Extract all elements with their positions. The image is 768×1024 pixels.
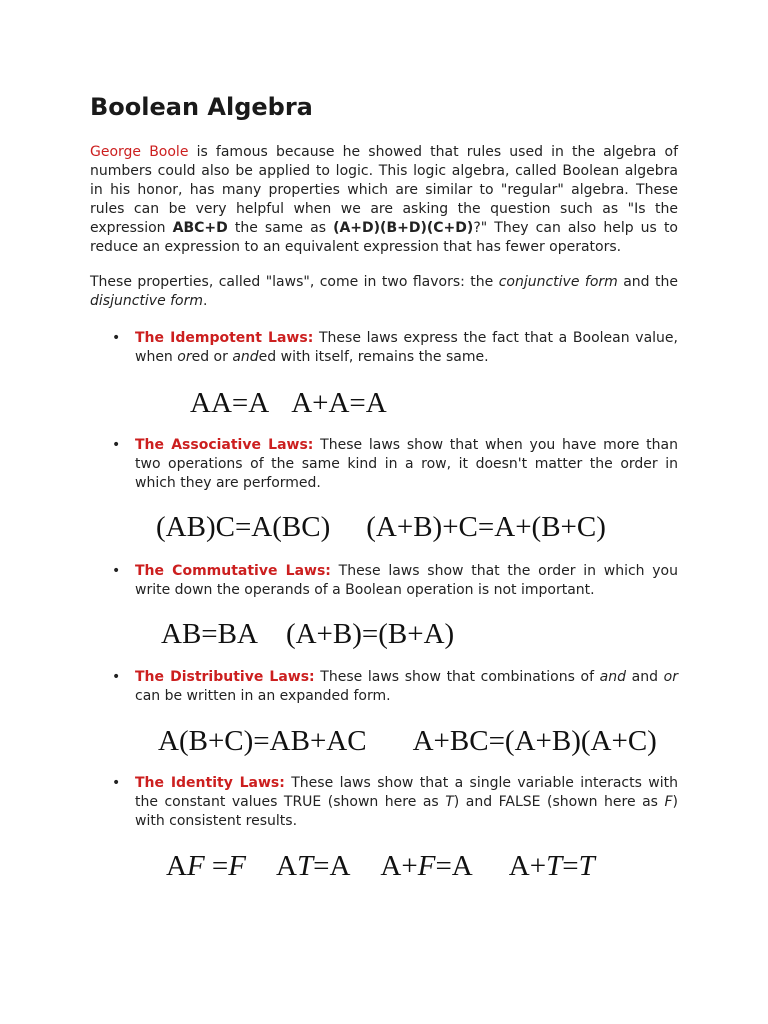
conjunctive-form: conjunctive form — [498, 274, 618, 290]
formula-idempotent: AA=A A+A=A — [190, 387, 387, 419]
formula-commutative: AB=BA (A+B)=(B+A) — [161, 618, 455, 650]
list-item-distributive — [112, 668, 678, 706]
law-description: The Identity Laws: These laws show that a single variable interacts with the constant values TRUE (shown here as T) and FALSE (shown here as F) with consistent results. — [135, 775, 678, 829]
list-item-associative — [112, 436, 678, 493]
law-name: The Associative Laws: — [135, 437, 314, 453]
law-description: The Associative Laws: These laws show that when you have more than two operations of the same kind in a row, it doesn't matter the order in which they are performed. — [135, 437, 678, 491]
disjunctive-form: disjunctive form — [90, 293, 204, 309]
bullet: • — [112, 437, 121, 453]
list-item-commutative — [112, 562, 678, 600]
flavors-paragraph: These properties, called "laws", come in two flavors: the conjunctive form and the disjunctive form. — [90, 274, 678, 309]
law-description: The Distributive Laws: These laws show that combinations of and and or can be written in an expanded form. — [135, 669, 678, 704]
author-link[interactable]: George Boole — [90, 144, 189, 160]
formula-associative: (AB)C=A(BC) (A+B)+C=A+(B+C) — [156, 511, 606, 543]
law-description: The Commutative Laws: These laws show that the order in which you write down the operands of a Boolean operation is not important. — [135, 563, 679, 598]
law-name: The Distributive Laws: — [135, 669, 315, 685]
intro-paragraph: George Boole is famous because he showed that rules used in the algebra of numbers could also be applied to logic. This logic algebra, called Boolean algebra in his honor, has many properties which are similar to "regular" algebra. These rules can be very helpful when we are asking the question such as "Is the expression ABC+D the same as (A+D)(B+D)(C+D)?" They can also help us to reduce an expression to an equivalent expression that has fewer operators. — [90, 144, 678, 255]
bullet: • — [112, 563, 121, 579]
law-name: The Idempotent Laws: — [135, 330, 314, 346]
expression-1: ABC+D — [172, 220, 228, 236]
expression-2: (A+D)(B+D)(C+D) — [333, 220, 474, 236]
law-name: The Commutative Laws: — [135, 563, 331, 579]
law-name: The Identity Laws: — [135, 775, 285, 791]
formula-distributive: A(B+C)=AB+AC A+BC=(A+B)(A+C) — [158, 725, 657, 757]
law-description: The Idempotent Laws: These laws express the fact that a Boolean value, when ored or anded with itself, remains the same. — [135, 330, 678, 365]
page-title: Boolean Algebra — [90, 93, 313, 121]
list-item-idempotent — [112, 329, 678, 367]
bullet: • — [112, 775, 121, 791]
formula-identity: AF =F AT=A A+F=A A+T=T — [166, 850, 595, 882]
bullet: • — [112, 669, 121, 685]
list-item-identity — [112, 774, 678, 831]
bullet: • — [112, 330, 121, 346]
